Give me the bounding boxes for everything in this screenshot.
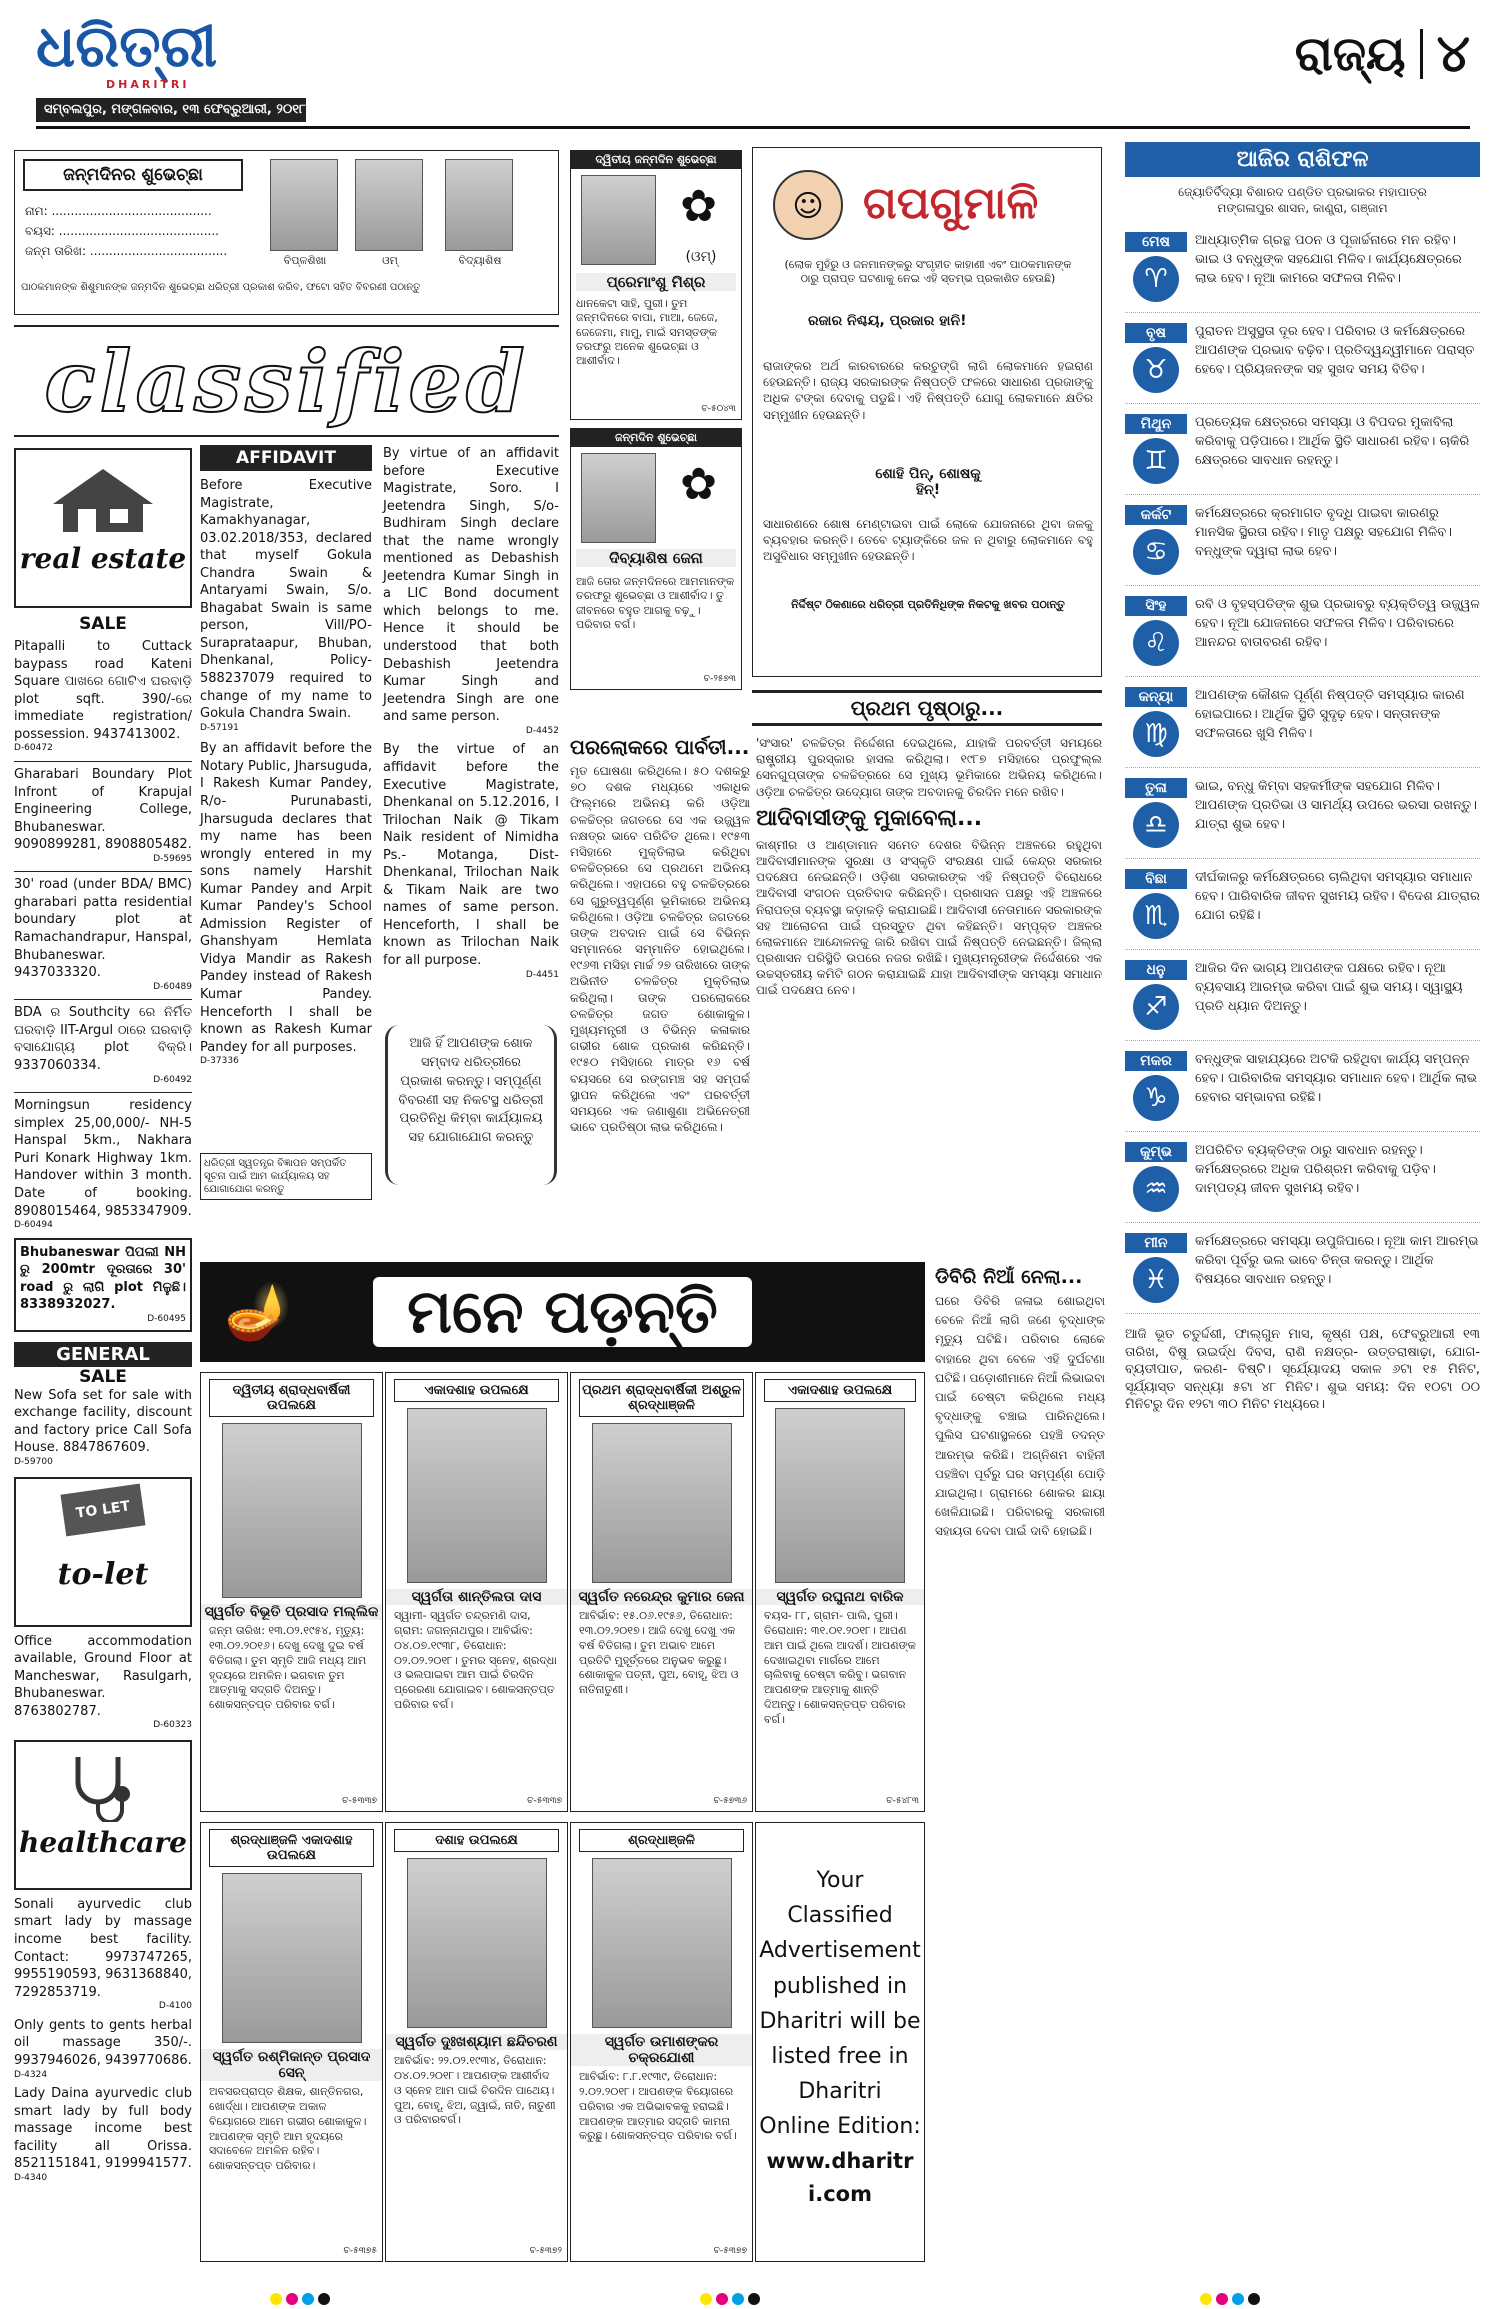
affidavit-col2 (383, 445, 559, 981)
sign-label: ମିଥୁନ (1125, 414, 1187, 434)
to-let-sign-icon (60, 1483, 145, 1536)
promo-line: Your (816, 1868, 864, 1893)
ad-text: Pitapalli to Cuttack baypass road Kateni Square ପାଖରେ ଗୋଟିଏ ଘରବାଡ଼ି plot sqft. 390/-ରେ immediate registration/ possession. 9437413002. (14, 639, 192, 742)
print-color-marks (700, 2290, 764, 2309)
color-mark (302, 2293, 314, 2305)
obit-photo (775, 1408, 905, 1583)
ad-code: ଚ-୫୪୮୩ (886, 1796, 919, 1807)
obit-name: ସ୍ୱର୍ଗତା ଶାନ୍ତିଲତା ଦାସ (386, 1589, 567, 1605)
lamp-icon: 🪔 (224, 1280, 292, 1343)
color-mark (732, 2293, 744, 2305)
sign-label: କୁମ୍ଭ (1125, 1142, 1187, 1162)
obituary-card (385, 1822, 568, 2262)
sign-label: ତୁଳା (1125, 778, 1187, 798)
general-heading: GENERAL (14, 1342, 192, 1367)
classified-banner (14, 325, 559, 437)
obituary-card (200, 1372, 383, 1812)
obit-tag: ଦ୍ୱିତୀୟ ଶ୍ରାଦ୍ଧବାର୍ଷିକୀ ଉପଲକ୍ଷେ (209, 1379, 374, 1417)
birthday-form-note: ପାଠକମାନଙ୍କ ଶିଶୁମାନଙ୍କ ଜନ୍ମଦିନ ଶୁଭେଚ୍ଛା ଧରିତ୍ରୀ ପ୍ରକାଶ କରିବ, ଫଟୋ ସହିତ ବିବରଣୀ ପଠାନ୍ତୁ (21, 282, 421, 293)
sign-badge (1125, 1051, 1187, 1121)
logo[interactable] (36, 14, 276, 94)
pratham-text: ପ୍ରଥମ ପୃଷ୍ଠାରୁ... (850, 696, 1004, 720)
ad-text: Bhubaneswar ପିପଲୀ NH ରୁ 200mtr ଦୂରତାରେ 30' road ରୁ ଲାଗି plot ମିଳୁଛି। 8338932027. (20, 1244, 186, 1313)
obit-body: ସ୍ୱାମୀ- ସ୍ୱର୍ଗତ ଚନ୍ଦ୍ରମଣି ଦାସ, ଗ୍ରାମ: ଜଗନ୍ନାଥପୁର। ଆବିର୍ଭାବ: ୦୪.୦୭.୧୯୩୮, ତିରୋଧାନ: ୦୨.୦୨.୨୦୧୮। ତୁମର ସ୍ନେହ, ଶ୍ରଦ୍ଧା ଓ ଭଲପାଇବା ଆମ ପାଇଁ ଚିରଦିନ ପ୍ରେରଣା ଯୋଗାଇବ। ଶୋକସନ୍ତପ୍ତ ପରିବାର ବର୍ଗ। (394, 1609, 557, 1712)
sign-label: ସିଂହ (1125, 596, 1187, 616)
sagittarius-icon: ♐ (1133, 984, 1179, 1030)
sign-badge (1125, 596, 1187, 666)
story-head: ରଜାର ନିଶ୍ଚୟ, ପ୍ରଜାର ହାନି! (808, 313, 967, 329)
ad-item-boxed (14, 1238, 192, 1332)
color-mark (1232, 2293, 1244, 2305)
healthcare-label-box (14, 1740, 192, 1890)
story-lead: 'ସଂସାର' ଚଳଚ୍ଚିତ୍ର ନିର୍ଦ୍ଦେଶନା ଦେଇଥିଲେ, ଯାହାକି ପରବର୍ତ୍ତୀ ସମୟରେ ରାଷ୍ଟ୍ରୀୟ ପୁରସ୍କାର ହାସଲ କରିଥିଲା। ୧୯୮୭ ମସିହାରେ ପ୍ରଫୁଲ୍ଲ ସେନଗୁପ୍ତାଙ୍କ ଚଳଚ୍ଚିତ୍ରରେ ସେ ମୁଖ୍ୟ ଭୂମିକାରେ ଅଭିନୟ କରିଥିଲେ। ଓଡ଼ିଆ ଚଳଚ୍ଚିତ୍ର ଉଦ୍ୟୋଗ ତାଙ୍କ ଅବଦାନକୁ ଚିରଦିନ ମନେ ରଖିବ। (756, 736, 1102, 799)
obit-photo (407, 1858, 547, 2028)
ad-text: New Sofa set for sale with exchange facility, discount and factory price Call Sofa House. 8847867609. (14, 1387, 192, 1456)
obit-name: ସ୍ୱର୍ଗତ ନରେନ୍ଦ୍ର କୁମାର ଜେନା (571, 1589, 752, 1605)
ad-code: D-60472 (14, 743, 53, 754)
sign-row (1125, 859, 1480, 950)
obituary-card (570, 1822, 753, 2262)
story-adivasi (756, 735, 1102, 1255)
affidavit-bottom-note (200, 1153, 372, 1200)
obit-tag: ଶ୍ରଦ୍ଧାଞ୍ଜଳି ଏକାଦଶାହ ଉପଲକ୍ଷେ (209, 1829, 374, 1867)
sign-text: ପୁରାତନ ଅସୁସ୍ଥତା ଦୂର ହେବ। ପରିବାର ଓ କର୍ମକ୍ଷେତ୍ରରେ ଆପଣଙ୍କ ପ୍ରଭାବ ବଢ଼ିବ। ପ୍ରତିଦ୍ୱନ୍ଦ୍ୱୀମାନେ ପରାସ୍ତ ହେବେ। ପ୍ରିୟଜନଙ୍କ ସହ ସୁଖଦ ସମୟ ବିତିବ। (1195, 324, 1475, 377)
story-headline: ଡିବିରି ନିଆଁ ନେଲା... (935, 1266, 1083, 1288)
pratham-banner (752, 690, 1102, 726)
sign-badge (1125, 778, 1187, 848)
ad-item (14, 638, 192, 755)
house-icon (48, 464, 158, 534)
ad-item (14, 1633, 192, 1732)
story-body: ରାଜାଙ୍କର ଅର୍ଥ କାରବାରରେ କରଚୁଙ୍ଗି ଲାଗି ଲୋକମାନେ ହଇରାଣ ହେଉଛନ୍ତି। ରାଜ୍ୟ ସରକାରଙ୍କ ନିଷ୍ପତ୍ତି ଫଳରେ ସାଧାରଣ ପ୍ରଜାଙ୍କୁ ଅଧିକ ଟଙ୍କା ଦେବାକୁ ପଡୁଛି। ଏହି ନିଷ୍ପତ୍ତି ଯୋଗୁ ଲୋକମାନେ କ୍ଷତିର ସମ୍ମୁଖୀନ ହେଉଛନ୍ତି। (763, 359, 1093, 422)
ad-text: Only gents to gents herbal oil massage 350/-. 9937946026, 9439770686. (14, 2017, 192, 2068)
field-dob[interactable]: ଜନ୍ମ ତାରିଖ: .................................... (25, 244, 228, 258)
ad-text: Sonali ayurvedic club smart lady by massage income best facility. Contact: 9973747265, 9955190593, 9631368840, 7292853719. (14, 1896, 192, 2000)
ad-text: Morningsun residency simplex 25,00,000/- NH-5 Hanspal 5km., Nakhara Puri Konark Highway 1km. Handover within 3 month. Date of booking. 8908015464, 9853347909. (14, 1098, 192, 1219)
obit-tag: ଏକାଦଶାହ ଉପଲକ୍ଷେ (764, 1379, 916, 1402)
flowers-icon: ✿ (680, 459, 717, 510)
card-body: ଧାନକେଟା ସାହି, ପୁରୀ। ତୁମ ଜନ୍ମଦିନରେ ବାପା, ମାଆ, ଜେଜେ, ଜେଜେମା, ମାମୁ, ମାଇଁ ସମସ୍ତଙ୍କ ତରଫରୁ ଅନେକ ଶୁଭେଚ୍ଛା ଓ ଆଶୀର୍ବାଦ। (576, 297, 718, 368)
obituary-card (385, 1372, 568, 1812)
affidavit-text: By an affidavit before the Notary Public, Jharsuguda, I Rakesh Kumar Pandey, R/o- Purunabasti, Jharsuguda declares that my name has been wrongly entered in my sons namely Harshit Kumar Pandey and Arpit Kumar Pandey's School Admission Register of Ghanshyam Hemlata Vidya Mandir as Rakesh Pandey instead of Rakesh Kumar Pandey. Henceforth I shall be known as Rakesh Kumar Pandey for all purposes. (200, 741, 372, 1055)
affidavit-section (200, 445, 560, 1225)
obit-body: ବୟସ- ୮୮, ଗ୍ରାମ- ପାଲି, ପୁରୀ। ତିରୋଧାନ: ୩୧.୦୧.୨୦୧୮। ଆପଣ ଆମ ପାଇଁ ଥିଲେ ଆଦର୍ଶ। ଆପଣଙ୍କ ଦେଖାଇଥିବା ମାର୍ଗରେ ଆମେ ଚାଲିବାକୁ ଚେଷ୍ଟା କରିବୁ। ଭଗବାନ ଆପଣଙ୍କ ଆତ୍ମାକୁ ଶାନ୍ତି ଦିଅନ୍ତୁ। ଶୋକସନ୍ତପ୍ତ ପରିବାର ବର୍ଗ। (764, 1609, 916, 1726)
ad-text: Gharabari Boundary Plot Infront of Krapujal Engineering College, Bhubaneswar. 9090899281, 8908805482. (14, 766, 192, 853)
story-body: ମୃତ ଘୋଷଣା କରିଥିଲେ। ୫୦ ଦଶକରୁ ୭୦ ଦଶକ ମଧ୍ୟରେ ଏକାଧିକ ଫିଲ୍ମରେ ଅଭିନୟ କରି ଓଡ଼ିଆ ଚଳଚ୍ଚିତ୍ର ଜଗତରେ ସେ ଏକ ଉଜ୍ଜ୍ୱଳ ନକ୍ଷତ୍ର ଭାବେ ପରିଚିତ ଥିଲେ। ୧୯୫୩ ମସିହାରେ ମୁକ୍ତିଲାଭ କରିଥିବା ଚଳଚ୍ଚିତ୍ରରେ ସେ ପ୍ରଥମେ ଅଭିନୟ କରିଥିଲେ। ଏହାପରେ ବହୁ ଚଳଚ୍ଚିତ୍ରରେ ସେ ଗୁରୁତ୍ୱପୂର୍ଣ୍ଣ ଭୂମିକାରେ ଅଭିନୟ କରିଥିଲେ। ଓଡ଼ିଆ ଚଳଚ୍ଚିତ୍ର ଜଗତରେ ତାଙ୍କ ଅବଦାନ ପାଇଁ ସେ ବିଭିନ୍ନ ସମ୍ମାନରେ ସମ୍ମାନିତ ହୋଇଥିଲେ। ୧୯୬୩ ମସିହା ମାର୍ଚ୍ଚ ୨୭ ତାରିଖରେ ତାଙ୍କ ଅଭିନୀତ ଚଳଚ୍ଚିତ୍ର ମୁକ୍ତିଲାଭ କରିଥିଲା। ତାଙ୍କ ପରଲୋକରେ ଚଳଚ୍ଚିତ୍ର ଜଗତ ଶୋକାକୁଳ। ମୁଖ୍ୟମନ୍ତ୍ରୀ ଓ ବିଭିନ୍ନ କଳାକାର ଗଭୀର ଶୋକ ପ୍ରକାଶ କରିଛନ୍ତି। ୧୯୫୦ ମସିହାରେ ମାତ୍ର ୧୬ ବର୍ଷ ବୟସରେ ସେ ରଙ୍ଗମଞ୍ଚ ସହ ସମ୍ପର୍କ ସ୍ଥାପନ କରିଥିଲେ ଏବଂ ପରବର୍ତ୍ତୀ ସମୟରେ ଏକ ଜଣାଶୁଣା ଅଭିନେତ୍ରୀ ଭାବେ ପ୍ରତିଷ୍ଠା ଲାଭ କରିଥିଲେ। (570, 764, 750, 1135)
sign-label: ମୀନ (1125, 1233, 1187, 1253)
ad-code: ଚ-୨୫୭୩ (703, 674, 736, 685)
sign-label: ମକର (1125, 1051, 1187, 1071)
sign-row (1125, 495, 1480, 586)
ad-code: D-60492 (153, 1074, 192, 1085)
page-number: ୪ (1436, 23, 1470, 84)
promo-url[interactable]: www.dharitri.com (766, 2148, 914, 2207)
general-sale: SALE (79, 1366, 127, 1387)
obit-photo (222, 1423, 362, 1598)
real-estate-column (14, 448, 192, 2183)
color-mark (270, 2293, 282, 2305)
sign-badge (1125, 1142, 1187, 1212)
sign-text: ରବି ଓ ବୃହସ୍ପତିଙ୍କ ଶୁଭ ପ୍ରଭାବରୁ ବ୍ୟକ୍ତିତ୍ୱ ଉଜ୍ଜ୍ୱଳ ହେବ। ନୂଆ ଯୋଜନାରେ ସଫଳତା ମିଳିବ। ପରିବାରରେ ଆନନ୍ଦର ବାତାବରଣ ରହିବ। (1195, 597, 1480, 650)
horoscope-title: ଆଜିର ରାଶିଫଳ (1125, 142, 1480, 177)
cancer-icon: ♋ (1133, 529, 1179, 575)
sign-label: କର୍କଟ (1125, 505, 1187, 525)
sign-row (1125, 222, 1480, 313)
affidavit-col1 (200, 477, 372, 1068)
ad-code: D-57191 (200, 722, 239, 733)
ad-item (14, 1896, 192, 2013)
kid-caption: ବିପ୍ଳଶିଖା (283, 254, 327, 267)
obituary-card (755, 1372, 925, 1812)
sign-row (1125, 1041, 1480, 1132)
panjika: ଆଜି ଭୂତ ଚତୁର୍ଦ୍ଦଶୀ, ଫାଲ୍‌ଗୁନ ମାସ, କୃଷ୍ଣ ପକ୍ଷ, ଫେବ୍ରୁଆରୀ ୧୩ ତାରିଖ, ବିଷୁ ଉଇର୍ଦ୍ଧ ଦିବସ, ରାଶି ନକ୍ଷତ୍ର- ଉତ୍ତରାଷାଢ଼ା, ଯୋଗ- ବ୍ୟତୀପାତ, କରଣ- ବିଷ୍ଟି। ସୂର୍ଯ୍ୟୋଦୟ ସକାଳ ୬ଟା ୧୫ ମିନିଟ, ସୂର୍ଯ୍ୟାସ୍ତ ସନ୍ଧ୍ୟା ୫ଟା ୪୮ ମିନିଟ। ଶୁଭ ସମୟ: ଦିନ ୧୦ଟା ୦୦ ମିନିଟରୁ ଦିନ ୧୨ଟା ୩୦ ମିନିଟ ମଧ୍ୟରେ। (1125, 1327, 1480, 1413)
color-mark (748, 2293, 760, 2305)
dateline-bar (36, 98, 306, 122)
story-headline: ଆଦିବାସୀଙ୍କୁ ମୁକାବେଲା... (756, 805, 983, 831)
ad-text: Lady Daina ayurvedic club smart lady by full body massage income best facility all Orissa. 8521151841, 9199941577. (14, 2086, 192, 2172)
virgo-icon: ♍ (1133, 711, 1179, 757)
horoscope-section (1125, 142, 1480, 2262)
obit-body: ଜନ୍ମ ତାରିଖ: ୧୩.୦୨.୧୯୫୪, ମୃତ୍ୟୁ: ୧୩.୦୨.୨୦୧୬। ଦେଖୁ ଦେଖୁ ଦୁଇ ବର୍ଷ ବିତିଗଲା। ତୁମ ସ୍ମୃତି ଆଜି ମଧ୍ୟ ଆମ ହୃଦୟରେ ଅମଳିନ। ଭଗବାନ ତୁମ ଆତ୍ମାକୁ ସଦ୍‌ଗତି ଦିଅନ୍ତୁ। ଶୋକସନ୍ତପ୍ତ ପରିବାର ବର୍ଗ। (209, 1624, 367, 1712)
child-name: ପ୍ରେମାଂଶୁ ମିଶ୍ର (576, 273, 736, 291)
birthday-form-title-text: ଜନ୍ମଦିନର ଶୁଭେଚ୍ଛା (63, 165, 203, 185)
affidavit-text: By the virtue of an affidavit before the Executive Magistrate, Dhenkanal on 5.12.2016, I Trilochan Naik @ Tikam Naik resident of Nimidha Ps.- Motanga, Dist- Dhenkanal, Trilochan Naik & Tikam Naik are two names of same person. Henceforth, I shall be known as Trilochan Naik for all purpose. (383, 742, 559, 968)
sign-label: ବିଛା (1125, 869, 1187, 889)
sale-heading: SALE (79, 614, 127, 634)
classified-banner-text: classified (44, 331, 529, 431)
sign-badge (1125, 414, 1187, 484)
mane-padanti-title: ମନେ ପଡ଼ନ୍ତି (373, 1277, 752, 1347)
story-body: ସାଧାରଣରେ ଶୋଷ ମେଣ୍ଟାଇବା ପାଇଁ ଲୋକେ ଯୋଜନାରେ ଥିବା ଜଳକୁ ବ୍ୟବହାର କରନ୍ତି। ତେବେ ଟ୍ୟାଙ୍କିରେ ଜଳ ନ ଥିବାରୁ ଲୋକମାନେ ବହୁ ଅସୁବିଧାର ସମ୍ମୁଖୀନ ହେଉଛନ୍ତି। (763, 517, 1093, 564)
ad-item (14, 1387, 192, 1469)
sign-label: ମେଷ (1125, 232, 1187, 252)
sign-label: କନ୍ୟା (1125, 687, 1187, 707)
affidavit-text: Before Executive Magistrate, Kamakhyanagar, 03.02.2018/353, declared that myself Gokula Chandra Swain & Antaryami Swain, S/o. Bhagabat Swain is same person, Vill/PO-Suraprataapur, Bhuban, Dhenkanal, Policy-588237079 required to change of my name to Gokula Chandra Swain. (200, 478, 372, 722)
to-let-sign-text: TO LET (74, 1497, 132, 1522)
ad-code: D-4100 (158, 2001, 192, 2012)
obit-body: ଆବିର୍ଭାବ: ୮.୮.୧୯୩୯, ତିରୋଧାନ: ୨.୦୨.୨୦୧୮। ଆପଣଙ୍କ ବିୟୋଗରେ ପରିବାର ଏକ ଅଭିଭାବକକୁ ହରାଇଛି। ଆପଣଙ୍କ ଆତ୍ମାର ସଦ୍‌ଗତି କାମନା କରୁଛୁ। ଶୋକସନ୍ତପ୍ତ ପରିବାର ବର୍ଗ। (579, 2070, 737, 2143)
ad-item (14, 999, 192, 1086)
obit-name: ସ୍ୱର୍ଗତ ବିଭୂତି ପ୍ରସାଦ ମଲ୍ଲିକ (201, 1604, 382, 1620)
card-body: ଆଜି ତୋର ଜନ୍ମଦିନରେ ଆମମାନଙ୍କ ତରଫରୁ ଶୁଭେଚ୍ଛା ଓ ଆଶୀର୍ବାଦ। ତୁ ଜୀବନରେ ବହୁତ ଆଗକୁ ବଢ଼ୁ। ପରିବାର ବର୍ଗ। (576, 575, 735, 631)
sign-text: ପ୍ରତ୍ୟେକ କ୍ଷେତ୍ରରେ ସମସ୍ୟା ଓ ବିପଦର ମୁକାବିଲା କରିବାକୁ ପଡ଼ିପାରେ। ଆର୍ଥିକ ସ୍ଥିତି ସାଧାରଣ ରହିବ। ଚାକିରି କ୍ଷେତ୍ରରେ ସାବଧାନ ରହନ୍ତୁ। (1195, 415, 1470, 468)
promo-line: Online Edition: (759, 2114, 921, 2140)
obit-tag: ଶ୍ରଦ୍ଧାଞ୍ଜଳି (579, 1829, 744, 1852)
affidavit-heading: AFFIDAVIT (200, 445, 372, 471)
leo-icon: ♌ (1133, 620, 1179, 666)
real-estate-label-box (14, 448, 192, 608)
ad-code: D-4452 (525, 725, 559, 736)
ad-code: D-4340 (14, 2172, 48, 2183)
color-mark (716, 2293, 728, 2305)
sign-badge (1125, 869, 1187, 939)
sign-row (1125, 677, 1480, 768)
ad-text: 30' road (under BDA/ BMC) gharabari patta residential boundary plot at Ramachandrapur, Hanspal, Bhubaneswar. 9437033320. (14, 877, 192, 981)
masthead-rule (36, 126, 1470, 129)
to-let-label-box (14, 1477, 192, 1627)
obit-name: ସ୍ୱର୍ଗତ ରଘୁନାଥ ବାରିକ (756, 1589, 924, 1605)
story-head: ଶୋହି ପିନ୍, ଶୋଷକୁ ହିନ୍! (875, 466, 981, 498)
birthday-form-title (23, 159, 243, 191)
ad-item (14, 2017, 192, 2081)
sign-text: ଭାଇ, ବନ୍ଧୁ କିମ୍ବା ସହକର୍ମୀଙ୍କ ସହଯୋଗ ମିଳିବ। ଆପଣଙ୍କ ପ୍ରତିଭା ଓ ସାମର୍ଥ୍ୟ ଉପରେ ଭରସା ରଖନ୍ତୁ। ଯାତ୍ରା ଶୁଭ ହେବ। (1195, 779, 1478, 832)
gapa-mali-intro: (ଲୋକ ମୁହଁରୁ ଓ ଜନମାନଙ୍କରୁ ସଂଗୃହୀତ କାହାଣୀ ଏବଂ ପାଠକମାନଙ୍କ ଠାରୁ ପ୍ରାପ୍ତ ଘଟଣାକୁ ନେଇ ଏହି ସ୍ତମ୍ଭ ପ୍ରକାଶିତ ହେଉଛି) (784, 258, 1072, 286)
horoscope-byline2: ମଙ୍ଗଳାପୁର ଶାସନ, କାଣ୍ଡ୍ରା, ଗଞ୍ଜାମ (1217, 200, 1388, 215)
sign-badge (1125, 960, 1187, 1030)
obit-body: ଅବସରପ୍ରାପ୍ତ ଶିକ୍ଷକ, ଶାନ୍ତିନଗର, ଖୋର୍ଦ୍ଧା। ଆପଣଙ୍କ ଅକାଳ ବିୟୋଗରେ ଆମେ ଗଭୀର ଶୋକାକୁଳ। ଆପଣଙ୍କ ସ୍ମୃତି ଆମ ହୃଦୟରେ ସଦାବେଳେ ଅମଳିନ ରହିବ। ଶୋକସନ୍ତପ୍ତ ପରିବାର। (209, 2085, 367, 2173)
healthcare-label: healthcare (19, 1825, 187, 1859)
ad-code: ଚ-୫୩୩୭ (527, 1796, 562, 1807)
obituary-card (570, 1372, 753, 1812)
obit-photo (222, 1873, 362, 2043)
sign-label: ଧନୁ (1125, 960, 1187, 980)
color-mark (318, 2293, 330, 2305)
sign-label: ବୃଷ (1125, 323, 1187, 343)
kid-photo (445, 159, 513, 251)
gapa-mali-footer: ନିର୍ଦ୍ଦିଷ୍ଟ ଠିକଣାରେ ଧରିତ୍ରୀ ପ୍ରତିନିଧିଙ୍କ ନିକଟକୁ ଖବର ପଠାନ୍ତୁ (791, 598, 1065, 611)
ad-text: BDA ର Southcity ରେ ନିର୍ମିତ ଘରବାଡ଼ି IIT-Argul ଠାରେ ଘରବାଡ଼ି ବସାଯୋଗ୍ୟ plot ବିକ୍ରି। 9337060334. (14, 1005, 192, 1073)
field-age[interactable]: ବୟସ: .......................................... (25, 224, 219, 238)
color-mark (1200, 2293, 1212, 2305)
section-title (1220, 14, 1470, 94)
obituary-notice-box (385, 1025, 557, 1185)
ad-item (14, 1092, 192, 1232)
ad-code: D-60323 (153, 1720, 192, 1731)
to-let-label: to-let (57, 1556, 149, 1592)
kid-photo (355, 159, 423, 251)
ad-code: ଚ-୫୩୭୭ (713, 2246, 747, 2257)
free-online-ad-box (755, 1822, 925, 2262)
obit-body: ଆବିର୍ଭାବ: ୨୨.୦୨.୧୯୩୪, ତିରୋଧାନ: ୦୪.୦୨.୨୦୧୮। ଆପଣଙ୍କ ଆଶୀର୍ବାଦ ଓ ସ୍ନେହ ଆମ ପାଇଁ ଚିରଦିନ ପାଥେୟ। ପୁଅ, ବୋହୂ, ଝିଅ, ଜ୍ୱାଇଁ, ନାତି, ନାତୁଣୀ ଓ ପରିବାରବର୍ଗ। (394, 2054, 556, 2127)
stethoscope-icon (58, 1752, 148, 1822)
section-divider (1420, 29, 1423, 79)
cartoon-icon: ☺ (773, 170, 843, 240)
libra-icon: ♎ (1133, 802, 1179, 848)
gapa-mali-box (752, 147, 1102, 677)
obit-photo (592, 1423, 732, 1583)
promo-line: Dharitri will be (759, 2008, 921, 2034)
kid-caption: ବିଦ୍ୟାଶିଷ (458, 254, 502, 267)
note-text: ଧରିତ୍ରୀ ସ୍ୱତନ୍ତ୍ର ବିଜ୍ଞାପନ ସମ୍ପର୍କିତ ସୂଚନା ପାଇଁ ଆମ କାର୍ଯ୍ୟାଳୟ ସହ ଯୋଗାଯୋଗ କରନ୍ତୁ (204, 1158, 347, 1195)
story-parbati (570, 735, 750, 1255)
obit-name: ସ୍ୱର୍ଗତ ଦୁଃଖଶ୍ୟାମ ଛନ୍ଦିଚରଣ (386, 2034, 567, 2050)
second-birthday-card (570, 150, 742, 420)
nickname: (ଓମ୍) (685, 249, 717, 265)
ad-item (14, 761, 192, 865)
ad-code: ଚ-୫୭୩୬ (713, 1796, 747, 1807)
sign-text: ଆଧ୍ୟାତ୍ମିକ ଗ୍ରନ୍ଥ ପଠନ ଓ ପୂଜାର୍ଚ୍ଚନାରେ ମନ ରହିବ। ଭାଇ ଓ ବନ୍ଧୁଙ୍କ ସହଯୋଗ ମିଳିବ। କାର୍ଯ୍ୟକ୍ଷେତ୍ରରେ ଲାଭ ହେବ। ନୂଆ କାମରେ ସଫଳତା ମିଳିବ। (1195, 233, 1462, 286)
horoscope-byline: ଜ୍ୟୋତିର୍ବିଦ୍ୟା ବିଶାରଦ ପଣ୍ଡିତ ପ୍ରଭାକର ମହାପାତ୍ର (1178, 185, 1427, 199)
capricorn-icon: ♑ (1133, 1075, 1179, 1121)
sign-row (1125, 313, 1480, 404)
sign-text: ଦୀର୍ଘକାଳରୁ କର୍ମକ୍ଷେତ୍ରରେ ଚାଲିଥିବା ସମସ୍ୟାର ସମାଧାନ ହେବ। ପାରିବାରିକ ଜୀବନ ସୁଖମୟ ରହିବ। ବିଦେଶ ଯାତ୍ରାର ଯୋଗ ରହିଛି। (1195, 870, 1480, 923)
color-mark (286, 2293, 298, 2305)
sign-badge (1125, 687, 1187, 757)
card-title: ଦ୍ୱିତୀୟ ଜନ୍ମଦିନ ଶୁଭେଚ୍ଛା (571, 151, 741, 169)
flowers-icon: ✿ (680, 181, 717, 232)
child-name: ଦିବ୍ୟାଶିଷ ଜେନା (576, 549, 736, 567)
ad-code: D-4324 (14, 2069, 48, 2080)
logo-subtext: DHARITRI (106, 78, 190, 91)
birthday-card-2 (570, 428, 742, 690)
gemini-icon: ♊ (1133, 438, 1179, 484)
ad-item (14, 2085, 192, 2184)
child-photo (581, 175, 656, 265)
obit-tag: ପ୍ରଥମ ଶ୍ରାଦ୍ଧବାର୍ଷିକୀ ଅଶ୍ରୁଳ ଶ୍ରଦ୍ଧାଞ୍ଜଳି (579, 1379, 744, 1417)
print-color-marks (270, 2290, 334, 2309)
sign-text: କର୍ମକ୍ଷେତ୍ରରେ ସମସ୍ୟା ଉପୁଜିପାରେ। ନୂଆ କାମ ଆରମ୍ଭ କରିବା ପୂର୍ବରୁ ଭଲ ଭାବେ ଚିନ୍ତା କରନ୍ତୁ। ଆର୍ଥିକ ବିଷୟରେ ସାବଧାନ ରହନ୍ତୁ। (1195, 1234, 1479, 1287)
kid-photo (270, 159, 338, 251)
section-name: ରାଜ୍ୟ (1294, 25, 1406, 82)
sign-row (1125, 950, 1480, 1041)
sign-row (1125, 1223, 1480, 1314)
sign-text: ଆଜିର ଦିନ ଭାଗ୍ୟ ଆପଣଙ୍କ ପକ୍ଷରେ ରହିବ। ନୂଆ ବ୍ୟବସାୟ ଆରମ୍ଭ କରିବା ପାଇଁ ଶୁଭ ସମୟ। ସ୍ୱାସ୍ଥ୍ୟ ପ୍ରତି ଧ୍ୟାନ ଦିଅନ୍ତୁ। (1195, 961, 1463, 1014)
ad-code: D-37336 (200, 1056, 239, 1067)
card-title: ଜନ୍ମଦିନ ଶୁଭେଚ୍ଛା (571, 429, 741, 447)
real-estate-label: real estate (19, 542, 187, 575)
promo-line: published in (772, 1973, 908, 1999)
obit-name: ସ୍ୱର୍ଗତ ରଶ୍ମିକାନ୍ତ ପ୍ରସାଦ ସେନ୍ (201, 2049, 382, 2081)
affidavit-text: By virtue of an affidavit before Executive Magistrate, Soro. I Jeetendra Singh, S/o- Budhiram Singh declare that the name wrongly mentioned as Debashish Jeetendra Kumar Singh in a LIC Bond document which belongs to me. Hence it should be understood that both Debashish Jeetendra Kumar Singh and Jeetendra Singh are one and same person. (383, 446, 559, 725)
sign-row (1125, 1132, 1480, 1223)
color-mark (1216, 2293, 1228, 2305)
story-body: କାଶ୍ମୀର ଓ ଆଣ୍ଡାମାନ ସମେତ ଦେଶର ବିଭିନ୍ନ ଅଞ୍ଚଳରେ ରହୁଥିବା ଆଦିବାସୀମାନଙ୍କ ସୁରକ୍ଷା ଓ ସଂସ୍କୃତି ସଂରକ୍ଷଣ ପାଇଁ କେନ୍ଦ୍ର ସରକାର ପଦକ୍ଷେପ ନେଇଛନ୍ତି। ଓଡ଼ିଶା ସରକାରଙ୍କ ଏହି ନିଷ୍ପତ୍ତି ବିରୋଧରେ ଆଦିବାସୀ ସଂଗଠନ ପ୍ରତିବାଦ କରିଛନ୍ତି। ପ୍ରଶାସନ ପକ୍ଷରୁ ଏହି ଅଞ୍ଚଳରେ ନିରାପତ୍ତା ବ୍ୟବସ୍ଥା କଡ଼ାକଡ଼ି କରାଯାଇଛି। ଆଦିବାସୀ ନେତାମାନେ ସରକାରଙ୍କ ସହ ଆଲୋଚନା ପାଇଁ ପ୍ରସ୍ତୁତ ଥିବା କହିଛନ୍ତି। ସମ୍ପୃକ୍ତ ଅଞ୍ଚଳର ଲୋକମାନେ ଆନ୍ଦୋଳନକୁ ଜାରି ରଖିବା ପାଇଁ ନିଷ୍ପତ୍ତି ନେଇଛନ୍ତି। ଜିଲ୍ଲା ପ୍ରଶାସନ ପରିସ୍ଥିତି ଉପରେ ନଜର ରଖିଛି। ମୁଖ୍ୟମନ୍ତ୍ରୀଙ୍କ ନିର୍ଦ୍ଦେଶରେ ଏକ ଉଚ୍ଚସ୍ତରୀୟ କମିଟି ଗଠନ କରାଯାଇଛି ଯାହା ଆଦିବାସୀଙ୍କ ସମସ୍ୟା ସମାଧାନ ପାଇଁ ପଦକ୍ଷେପ ନେବ। (756, 837, 1102, 998)
aries-icon: ♈ (1133, 256, 1179, 302)
ad-code: D-60494 (14, 1220, 53, 1231)
sign-row (1125, 404, 1480, 495)
ad-code: ଚ-୫୦୪୩ (701, 404, 736, 415)
obituary-card (200, 1822, 383, 2262)
color-mark (700, 2293, 712, 2305)
ad-code: D-60495 (147, 1313, 186, 1324)
taurus-icon: ♉ (1133, 347, 1179, 393)
obit-tag: ଏକାଦଶାହ ଉପଲକ୍ଷେ (394, 1379, 559, 1402)
sign-text: ଅପରିଚିତ ବ୍ୟକ୍ତିଙ୍କ ଠାରୁ ସାବଧାନ ରହନ୍ତୁ। କର୍ମକ୍ଷେତ୍ରରେ ଅଧିକ ପରିଶ୍ରମ କରିବାକୁ ପଡ଼ିବ। ଦାମ୍ପତ୍ୟ ଜୀବନ ସୁଖମୟ ରହିବ। (1195, 1143, 1436, 1196)
sign-row (1125, 768, 1480, 859)
sign-text: ଆପଣଙ୍କ କୌଶଳ ପୂର୍ଣ୍ଣ ନିଷ୍ପତ୍ତି ସମସ୍ୟାର କାରଣ ହୋଇପାରେ। ଆର୍ଥିକ ସ୍ଥିତି ସୁଦୃଢ଼ ହେବ। ସନ୍ତାନଙ୍କ ସଫଳତାରେ ଖୁସି ମିଳିବ। (1195, 688, 1465, 741)
ad-code: ଚ-୫୩୩୭ (342, 1796, 377, 1807)
ad-code: D-59700 (14, 1456, 53, 1467)
masthead (0, 0, 1500, 130)
sign-badge (1125, 1233, 1187, 1303)
logo-text: ଧରିତ୍ରୀ (36, 12, 218, 80)
aquarius-icon: ♒ (1133, 1166, 1179, 1212)
pisces-icon: ♓ (1133, 1257, 1179, 1303)
kid-caption: ଓମ୍ (382, 254, 398, 267)
sign-badge (1125, 232, 1187, 302)
mane-padanti-banner (200, 1262, 925, 1362)
obit-photo (407, 1408, 547, 1583)
ad-code: D-4451 (525, 969, 559, 980)
promo-line: Advertisement (759, 1938, 921, 1964)
print-color-marks (1200, 2290, 1264, 2309)
birthday-form (14, 150, 559, 315)
obit-name: ସ୍ୱର୍ଗତ ଉମାଶଙ୍କର ଚକ୍ରଯୋଶୀ (571, 2034, 752, 2066)
color-mark (1248, 2293, 1260, 2305)
sign-text: ବନ୍ଧୁଙ୍କ ସାହାଯ୍ୟରେ ଅଟକି ରହିଥିବା କାର୍ଯ୍ୟ ସମ୍ପନ୍ନ ହେବ। ପାରିବାରିକ ସମସ୍ୟାର ସମାଧାନ ହେବ। ଆର୍ଥିକ ଲାଭ ହେବାର ସମ୍ଭାବନା ରହିଛି। (1195, 1052, 1478, 1105)
ad-code: D-60489 (153, 981, 192, 992)
promo-line: Dharitri (798, 2079, 882, 2105)
obit-tag: ଦଶାହ ଉପଲକ୍ଷେ (394, 1829, 559, 1852)
field-name[interactable]: ନାମ: .......................................... (25, 204, 212, 218)
obit-photo (592, 1858, 732, 2028)
story-body: ଘରେ ଡିବିରି ଜଳାଇ ଶୋଇଥିବା ବେଳେ ନିଆଁ ଲାଗି ଜଣେ ବୃଦ୍ଧାଙ୍କ ମୃତ୍ୟୁ ଘଟିଛି। ପରିବାର ଲୋକେ ବାହାରେ ଥିବା ବେଳେ ଏହି ଦୁର୍ଘଟଣା ଘଟିଛି। ପଡ଼ୋଶୀମାନେ ନିଆଁ ଲିଭାଇବା ପାଇଁ ଚେଷ୍ଟା କରିଥିଲେ ମଧ୍ୟ ବୃଦ୍ଧାଙ୍କୁ ବଞ୍ଚାଇ ପାରିନଥିଲେ। ପୁଲିସ ଘଟଣାସ୍ଥଳରେ ପହଞ୍ଚି ତଦନ୍ତ ଆରମ୍ଭ କରିଛି। ଅଗ୍ନିଶମ ବାହିନୀ ପହଞ୍ଚିବା ପୂର୍ବରୁ ଘର ସମ୍ପୂର୍ଣ୍ଣ ପୋଡ଼ି ଯାଇଥିଲା। ଗ୍ରାମରେ ଶୋକର ଛାୟା ଖେଳିଯାଇଛି। ପରିବାରକୁ ସରକାରୀ ସହାୟତା ଦେବା ପାଇଁ ଦାବି ହୋଇଛି। (935, 1294, 1105, 1539)
story-dibiri (935, 1262, 1105, 2262)
ad-code: ଚ-୫୩୭୨ (529, 2246, 562, 2257)
ad-code: D-59695 (153, 853, 192, 864)
ad-code: ଚ-୫୩୭୫ (343, 2246, 377, 2257)
sign-row (1125, 586, 1480, 677)
promo-line: Classified (787, 1903, 893, 1929)
ad-item (14, 871, 192, 993)
obit-body: ଆବିର୍ଭାବ: ୧୫.୦୬.୧୯୫୬, ତିରୋଧାନ: ୧୩.୦୨.୨୦୧୭। ଆଜି ଦେଖୁ ଦେଖୁ ଏକ ବର୍ଷ ବିତିଗଲା। ତୁମ ଅଭାବ ଆମେ ପ୍ରତିଟି ମୁହୂର୍ତ୍ତରେ ଅନୁଭବ କରୁଛୁ। ଶୋକାକୁଳ ପତ୍ନୀ, ପୁଅ, ବୋହୂ, ଝିଅ ଓ ନାତିନାତୁଣୀ। (579, 1609, 739, 1697)
sign-text: କର୍ମକ୍ଷେତ୍ରରେ କ୍ରମାଗତ ବୃଦ୍ଧି ପାଇବା କାରଣରୁ ମାନସିକ ସ୍ଥିରତା ରହିବ। ମାତୃ ପକ୍ଷରୁ ସହଯୋଗ ମିଳିବ। ବନ୍ଧୁଙ୍କ ଦ୍ୱାରା ଲାଭ ହେବ। (1195, 506, 1453, 559)
form-fields (25, 201, 227, 261)
notice-text: ଆଜି ହିଁ ଆପଣଙ୍କ ଶୋକ ସମ୍ବାଦ ଧରିତ୍ରୀରେ ପ୍ରକାଶ କରନ୍ତୁ। ସମ୍ପୂର୍ଣ୍ଣ ବିବରଣୀ ସହ ନିକଟସ୍ଥ ଧରିତ୍ରୀ ପ୍ରତିନିଧି କିମ୍ବା କାର୍ଯ୍ୟାଳୟ ସହ ଯୋଗାଯୋଗ କରନ୍ତୁ (398, 1036, 544, 1146)
sign-badge (1125, 505, 1187, 575)
promo-line: listed free in (771, 2043, 909, 2069)
scorpio-icon: ♏ (1133, 893, 1179, 939)
story-headline: ପରଲୋକରେ ପାର୍ବତୀ... (570, 735, 750, 759)
ad-text: Office accommodation available, Ground Floor at Mancheswar, Rasulgarh, Bhubaneswar. 8763802787. (14, 1633, 192, 1719)
dateline: ସମ୍ବଲପୁର, ମଙ୍ଗଳବାର, ୧୩ ଫେବ୍ରୁଆରୀ, ୨୦୧୮ (44, 102, 306, 117)
gapa-mali-title: ଗପଗୁମାଳି (863, 178, 1039, 229)
child-photo (581, 453, 656, 543)
sign-badge (1125, 323, 1187, 393)
